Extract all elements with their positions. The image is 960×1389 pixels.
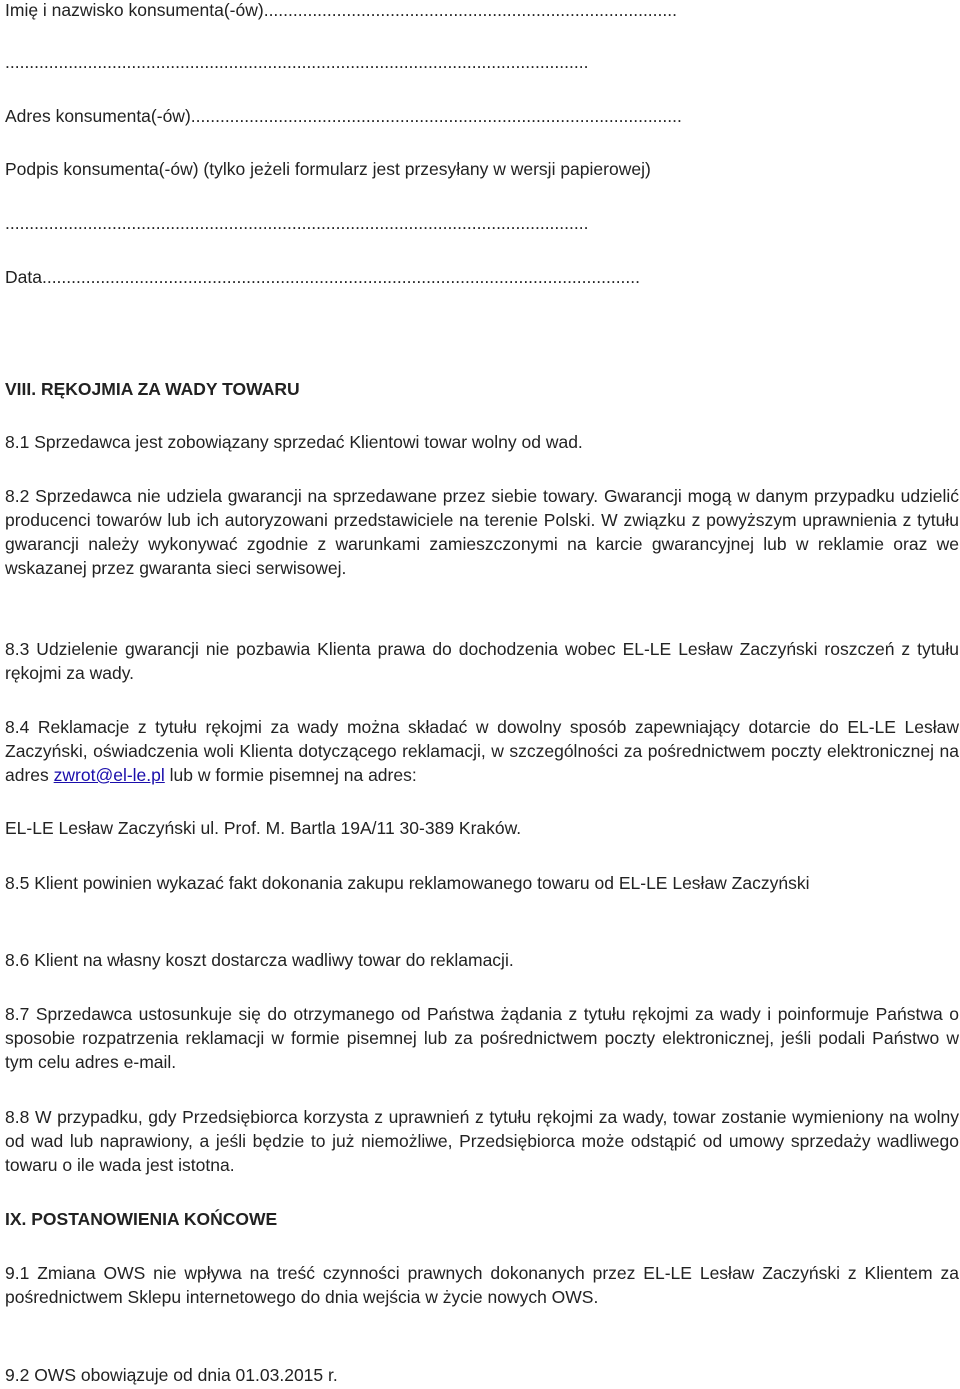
date-label: Data: [5, 267, 42, 287]
clause-8-8: 8.8 W przypadku, gdy Przedsiębiorca korzysta z uprawnień z tytułu rękojmi za wady, towar zostanie wymieniony na wolny od wad lub naprawiony, a jeśli będzie to już niemożliwe, Przedsiębiorca może odstąpić od umowy sprzedaży wadliwego towaru o ile wada jest istotna.: [5, 1107, 959, 1175]
consumer-name-continuation: ........................................................................................................................: [5, 52, 589, 72]
clause-8-2: 8.2 Sprzedawca nie udziela gwarancji na sprzedawane przez siebie towary. Gwarancji mogą w danym przypadku udzielić producenci towarów lub ich autoryzowani przedstawiciele na terenie Polski. W związku z powyższym uprawnienia z tytułu gwarancji należy wykonywać zgodnie z warunkami zamieszczonymi na karcie gwarancyjnej lub w reklamie oraz we wskazanej przez gwaranta sieci serwisowej.: [5, 486, 959, 578]
clause-8-3: 8.3 Udzielenie gwarancji nie pozbawia Klienta prawa do dochodzenia wobec EL-LE Lesław Zaczyński roszczeń z tytułu rękojmi za wady.: [5, 639, 959, 683]
section-9-heading: IX. POSTANOWIENIA KOŃCOWE: [5, 1209, 278, 1229]
consumer-signature-label: Podpis konsumenta(-ów) (tylko jeżeli formularz jest przesyłany w wersji papierowej): [5, 159, 651, 179]
clause-8-4-text: 8.4 Reklamacje z tytułu rękojmi za wady można składać w dowolny sposób zapewniający dotarcie do EL-LE Lesław Zaczyński, oświadczenia woli Klienta dotyczącego reklamacji, w szczególności za pośrednictwem poczty elektronicznej na adres: [5, 717, 959, 785]
clause-8-4: [5, 715, 959, 787]
date-line: [5, 265, 640, 289]
clause-9-2: 9.2 OWS obowiązuje od dnia 01.03.2015 r.: [5, 1365, 338, 1385]
consumer-address-dots: .....................................................................................................: [190, 106, 682, 126]
consumer-name-label: Imię i nazwisko konsumenta(-ów): [5, 0, 264, 20]
clause-9-1: 9.1 Zmiana OWS nie wpływa na treść czynności prawnych dokonanych przez EL-LE Lesław Zaczyński z Klientem za pośrednictwem Sklepu internetowego do dnia wejścia w życie nowych OWS.: [5, 1263, 959, 1307]
return-email-link[interactable]: zwrot@el-le.pl: [53, 765, 165, 785]
clause-8-6: 8.6 Klient na własny koszt dostarcza wadliwy towar do reklamacji.: [5, 950, 514, 970]
consumer-name-dots: .....................................................................................: [263, 0, 677, 20]
clause-8-7: 8.7 Sprzedawca ustosunkuje się do otrzymanego od Państwa żądania z tytułu rękojmi za wady i poinformuje Państwa o sposobie rozpatrzenia reklamacji w formie pisemnej lub za pośrednictwem poczty elektronicznej, jeśli podali Państwo w tym celu adres e-mail.: [5, 1004, 959, 1072]
consumer-address-label: Adres konsumenta(-ów): [5, 106, 191, 126]
clause-8-4-text-end: lub w formie pisemnej na adres:: [164, 765, 417, 785]
seller-address: EL-LE Lesław Zaczyński ul. Prof. M. Bartla 19A/11 30-389 Kraków.: [5, 818, 522, 838]
clause-8-5: 8.5 Klient powinien wykazać fakt dokonania zakupu reklamowanego towaru od EL-LE Lesław Zaczyński: [5, 873, 810, 893]
consumer-address-line: [5, 104, 682, 128]
section-8-heading: VIII. RĘKOJMIA ZA WADY TOWARU: [5, 379, 300, 399]
consumer-name-line: [5, 0, 677, 22]
consumer-signature-dots: ........................................................................................................................: [5, 213, 589, 233]
clause-8-1: 8.1 Sprzedawca jest zobowiązany sprzedać Klientowi towar wolny od wad.: [5, 432, 583, 452]
date-dots: ...........................................................................................................................: [41, 267, 641, 287]
